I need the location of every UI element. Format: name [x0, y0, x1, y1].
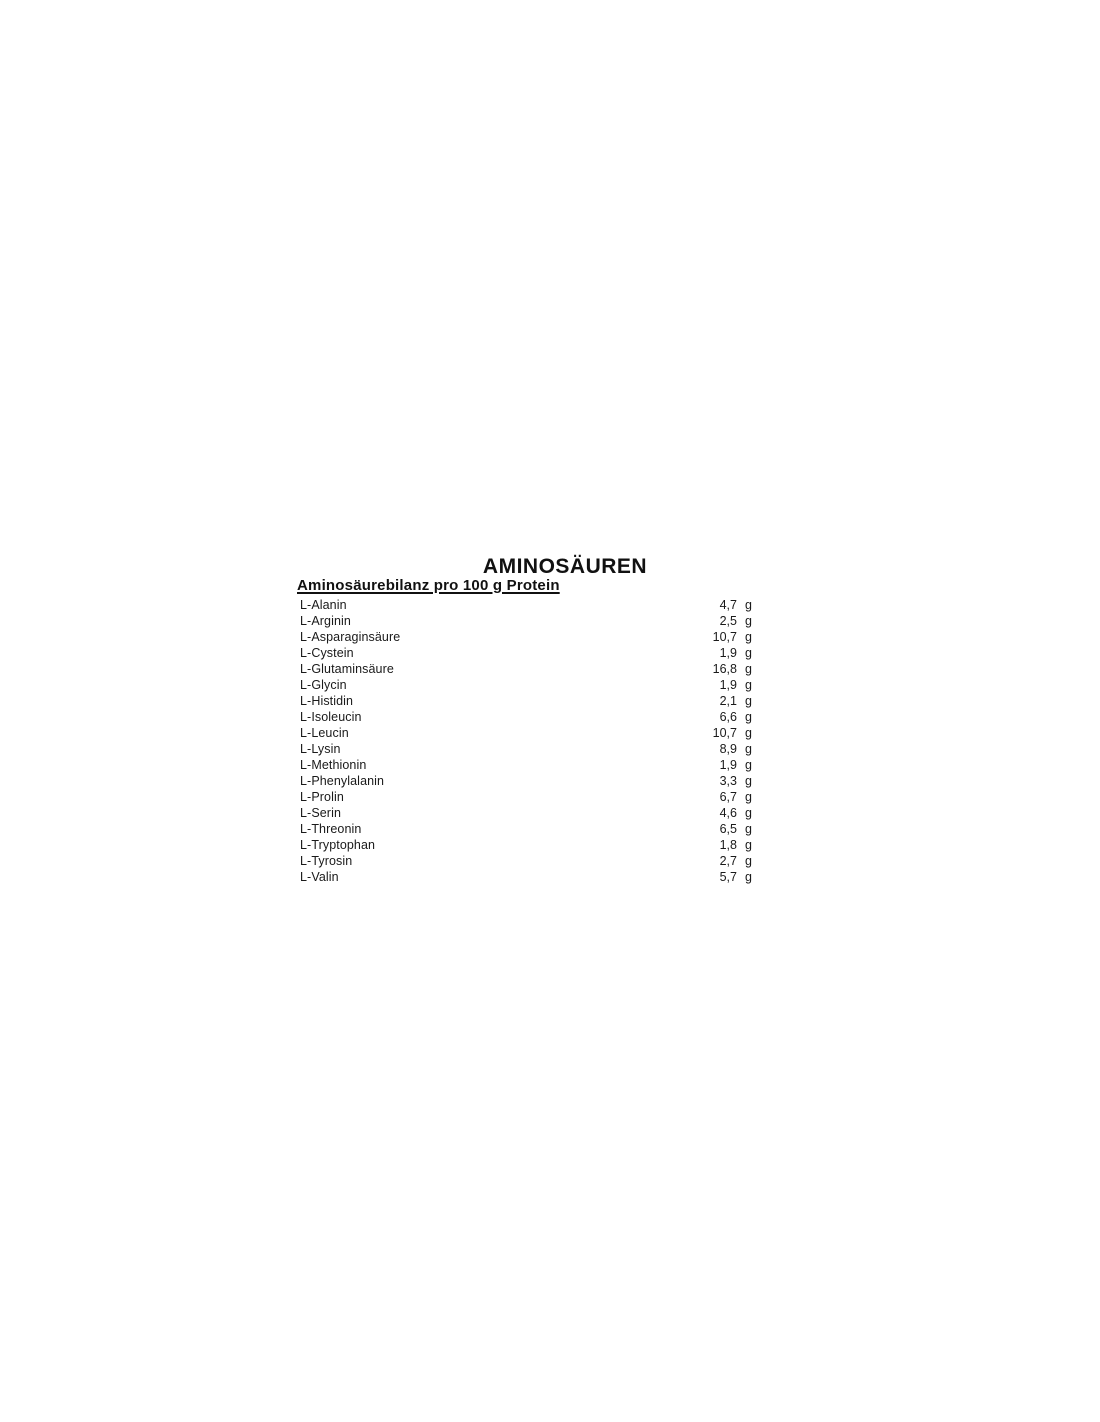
amino-acid-value: 16,8	[712, 662, 737, 676]
amino-acid-unit: g	[745, 614, 752, 628]
amino-acid-table	[297, 597, 757, 885]
amino-acid-value: 1,9	[719, 678, 737, 692]
amino-acid-name: L-Cystein	[300, 646, 354, 660]
amino-acid-value: 8,9	[719, 742, 737, 756]
table-row	[297, 597, 757, 613]
amino-acid-unit: g	[745, 742, 752, 756]
amino-acid-name: L-Prolin	[300, 790, 344, 804]
amino-acid-unit: g	[745, 790, 752, 804]
amino-acid-name: L-Threonin	[300, 822, 362, 836]
amino-acid-value: 6,6	[719, 710, 737, 724]
section-title: AMINOSÄUREN	[482, 555, 648, 579]
table-row	[297, 677, 757, 693]
amino-acid-name: L-Leucin	[300, 726, 349, 740]
table-row	[297, 741, 757, 757]
amino-acid-unit: g	[745, 774, 752, 788]
table-row	[297, 805, 757, 821]
amino-acid-unit: g	[745, 822, 752, 836]
amino-acid-name: L-Glycin	[300, 678, 347, 692]
table-row	[297, 821, 757, 837]
amino-acid-unit: g	[745, 710, 752, 724]
amino-acid-name: L-Valin	[300, 870, 339, 884]
table-row	[297, 725, 757, 741]
table-row	[297, 853, 757, 869]
amino-acid-value: 2,5	[719, 614, 737, 628]
amino-acid-unit: g	[745, 598, 752, 612]
amino-acid-unit: g	[745, 646, 752, 660]
table-row	[297, 773, 757, 789]
amino-acid-value: 6,5	[719, 822, 737, 836]
amino-acid-unit: g	[745, 662, 752, 676]
amino-acid-name: L-Asparaginsäure	[300, 630, 401, 644]
amino-acid-value: 2,7	[719, 854, 737, 868]
amino-acid-name: L-Histidin	[300, 694, 354, 708]
amino-acid-value: 5,7	[719, 870, 737, 884]
amino-acid-value: 6,7	[719, 790, 737, 804]
table-row	[297, 789, 757, 805]
amino-acid-unit: g	[745, 630, 752, 644]
amino-acid-value: 10,7	[712, 630, 737, 644]
amino-acid-name: L-Methionin	[300, 758, 367, 772]
amino-acid-unit: g	[745, 854, 752, 868]
table-row	[297, 869, 757, 885]
amino-acid-unit: g	[745, 758, 752, 772]
amino-acid-name: L-Phenylalanin	[300, 774, 385, 788]
amino-acid-name: L-Tyrosin	[300, 854, 353, 868]
amino-acid-value: 2,1	[719, 694, 737, 708]
amino-acid-name: L-Isoleucin	[300, 710, 362, 724]
table-heading: Aminosäurebilanz pro 100 g Protein	[297, 577, 560, 594]
amino-acid-name: L-Serin	[300, 806, 341, 820]
amino-acid-value: 1,8	[719, 838, 737, 852]
table-row	[297, 645, 757, 661]
table-row	[297, 709, 757, 725]
table-row	[297, 837, 757, 853]
amino-acid-value: 1,9	[719, 646, 737, 660]
amino-acid-value: 3,3	[719, 774, 737, 788]
amino-acid-value: 10,7	[712, 726, 737, 740]
amino-acid-unit: g	[745, 870, 752, 884]
amino-acid-value: 4,6	[719, 806, 737, 820]
table-row	[297, 661, 757, 677]
table-row	[297, 613, 757, 629]
table-row	[297, 757, 757, 773]
amino-acid-unit: g	[745, 694, 752, 708]
amino-acid-name: L-Glutaminsäure	[300, 662, 394, 676]
amino-acid-unit: g	[745, 838, 752, 852]
amino-acid-name: L-Tryptophan	[300, 838, 376, 852]
amino-acid-value: 4,7	[719, 598, 737, 612]
table-row	[297, 629, 757, 645]
amino-acid-unit: g	[745, 726, 752, 740]
amino-acid-name: L-Arginin	[300, 614, 351, 628]
amino-acid-name: L-Alanin	[300, 598, 347, 612]
amino-acid-value: 1,9	[719, 758, 737, 772]
table-row	[297, 693, 757, 709]
amino-acid-name: L-Lysin	[300, 742, 341, 756]
amino-acid-unit: g	[745, 678, 752, 692]
amino-acid-unit: g	[745, 806, 752, 820]
